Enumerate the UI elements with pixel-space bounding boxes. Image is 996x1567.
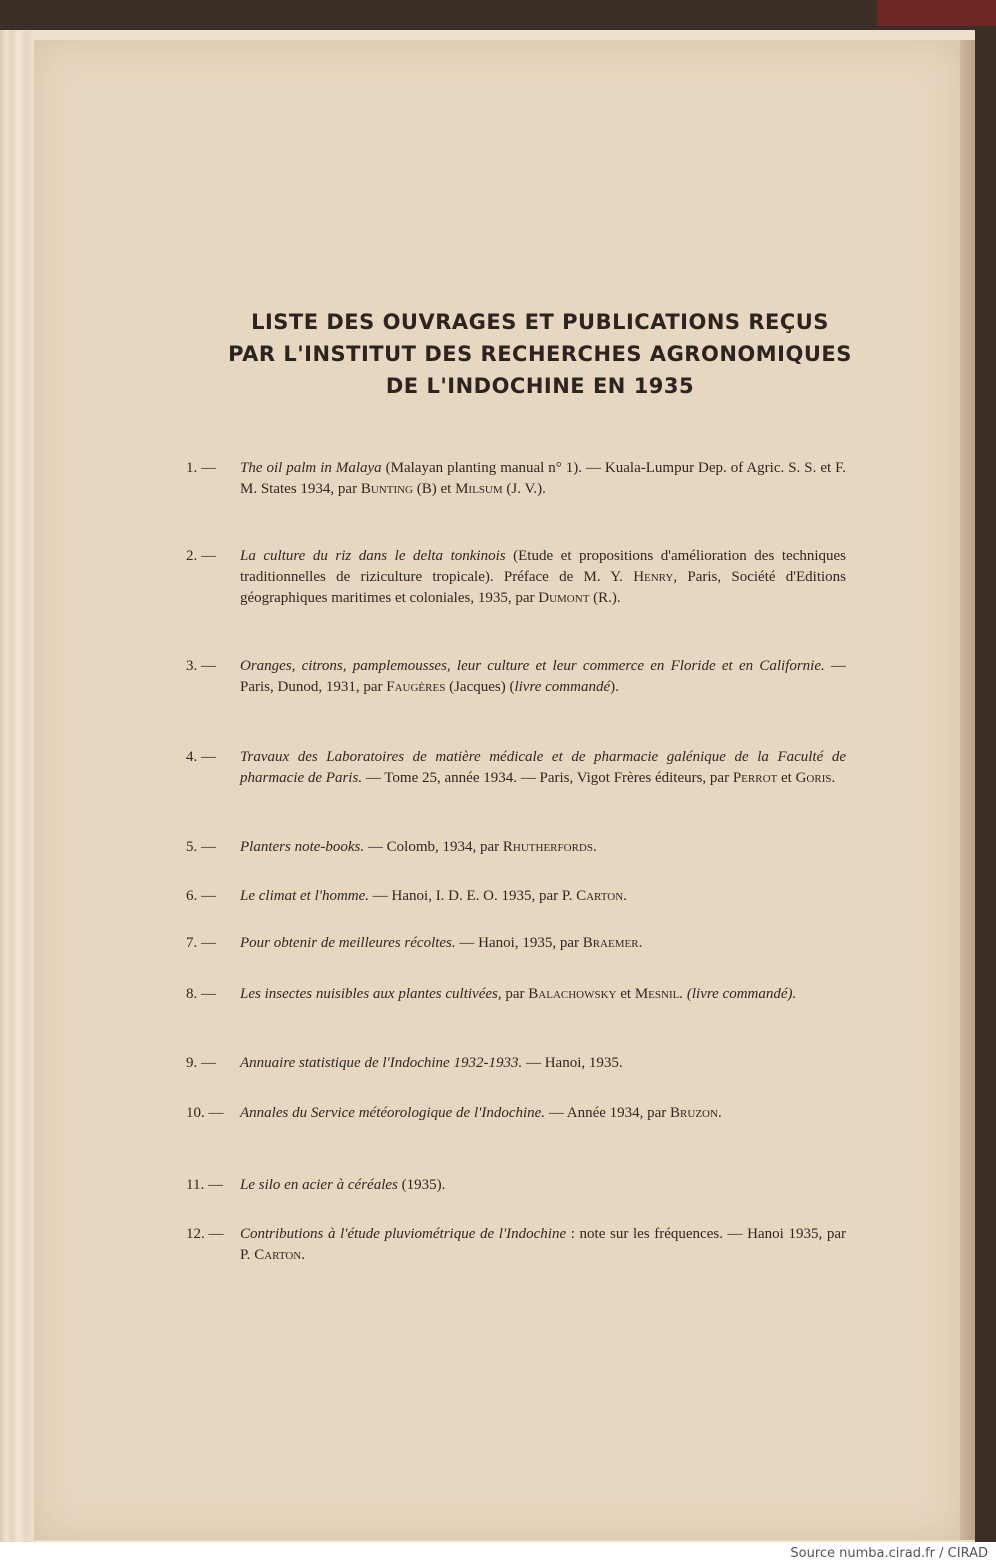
entry-number: 5. — bbox=[186, 839, 216, 855]
entry-details: (R.). bbox=[589, 590, 621, 606]
source-credit: Source numba.cirad.fr / CIRAD bbox=[790, 1546, 988, 1561]
entry-details: — Hanoi, I. D. E. O. 1935, par P. bbox=[369, 888, 577, 904]
entry-author: Perrot bbox=[732, 770, 778, 786]
entry-title: Annuaire statistique de l'Indochine 1932-1933. bbox=[240, 1055, 523, 1071]
document-title bbox=[160, 306, 920, 402]
title-line-1: LISTE DES OUVRAGES ET PUBLICATIONS REÇUS bbox=[251, 310, 829, 334]
entry-number: 12. — bbox=[186, 1226, 224, 1242]
title-line-3: DE L'INDOCHINE EN 1935 bbox=[385, 374, 695, 398]
entry-title: Les insectes nuisibles aux plantes cultivées, bbox=[240, 986, 502, 1002]
entry-details: : note sur les fréquences. — Hanoi 1935, par P. bbox=[240, 1226, 846, 1263]
entry-author: Carton bbox=[576, 888, 624, 904]
entry-title: La culture du riz dans le delta tonkinois bbox=[240, 548, 506, 564]
list-item bbox=[186, 747, 846, 789]
entry-author: Dumont bbox=[538, 590, 590, 606]
entry-details: — Hanoi, 1935. bbox=[522, 1055, 623, 1071]
entry-title: The oil palm in Malaya bbox=[240, 460, 382, 476]
entry-number: 2. — bbox=[186, 548, 216, 564]
entry-details: (Malayan planting manual n° 1). — Kuala-Lumpur Dep. of Agric. S. S. et F. M. States 1934, par bbox=[240, 460, 846, 497]
entry-title: Le silo en acier à céréales bbox=[240, 1177, 398, 1193]
entry-title: Oranges, citrons, pamplemousses, leur culture et leur commerce en Floride et en Californie. bbox=[240, 658, 825, 674]
entry-title: Le climat et l'homme. bbox=[240, 888, 370, 904]
list-item bbox=[186, 546, 846, 609]
entry-details: ). bbox=[610, 679, 619, 695]
entry-details: (B) et bbox=[413, 481, 456, 497]
list-item bbox=[186, 1103, 846, 1124]
entry-number: 6. — bbox=[186, 888, 216, 904]
list-item bbox=[186, 984, 846, 1005]
entry-note: . (livre commandé). bbox=[679, 986, 797, 1002]
entry-details: (Jacques) ( bbox=[445, 679, 515, 695]
entry-number: 10. — bbox=[186, 1105, 224, 1121]
entry-details: — Paris, Dunod, 1931, par bbox=[240, 658, 847, 695]
list-item bbox=[186, 1175, 846, 1196]
entry-number: 11. — bbox=[186, 1177, 223, 1193]
list-item bbox=[186, 933, 846, 954]
title-line-2: PAR L'INSTITUT DES RECHERCHES AGRONOMIQUES bbox=[228, 342, 852, 366]
entry-title: Annales du Service météorologique de l'Indochine. bbox=[240, 1105, 546, 1121]
list-item bbox=[186, 1224, 846, 1266]
entry-author: Balachowsky bbox=[528, 986, 617, 1002]
entry-details: — Tome 25, année 1934. — Paris, Vigot Frères éditeurs, par bbox=[362, 770, 733, 786]
entry-author: Braemer bbox=[582, 935, 639, 951]
page-edge bbox=[960, 40, 975, 1540]
entry-title: Pour obtenir de meilleures récoltes. bbox=[240, 935, 456, 951]
entry-details: (1935). bbox=[397, 1177, 446, 1193]
entry-number: 9. — bbox=[186, 1055, 216, 1071]
entry-title: Contributions à l'étude pluviométrique de l'Indochine bbox=[240, 1226, 567, 1242]
entry-title: Travaux des Laboratoires de matière médicale et de pharmacie galénique de la Faculté de pharmacie de Paris. bbox=[240, 749, 846, 786]
entry-number: 1. — bbox=[186, 460, 216, 476]
entry-details: par bbox=[501, 986, 529, 1002]
entry-number: 3. — bbox=[186, 658, 216, 674]
entry-details: (J. V.). bbox=[502, 481, 546, 497]
entry-author: Rhutherfords bbox=[502, 839, 593, 855]
entry-details: — Hanoi, 1935, par bbox=[455, 935, 583, 951]
entry-title: Planters note-books. bbox=[240, 839, 365, 855]
entry-number: 4. — bbox=[186, 749, 216, 765]
book-cover-corner bbox=[877, 0, 996, 26]
entry-details: — Colomb, 1934, par bbox=[364, 839, 503, 855]
list-item bbox=[186, 837, 846, 858]
list-item bbox=[186, 1053, 846, 1074]
entry-details: . bbox=[717, 1105, 722, 1121]
entry-author: Milsum bbox=[455, 481, 503, 497]
entry-author: Henry bbox=[633, 569, 674, 585]
entry-author: Mesnil bbox=[634, 986, 680, 1002]
entry-details: , Paris, Société d'Editions géographiques maritimes et coloniales, 1935, par bbox=[240, 569, 846, 606]
entry-number: 8. — bbox=[186, 986, 216, 1002]
entry-details: (Etude et propositions d'amélioration des techniques traditionnelles de riziculture tropicale). Préface de M. Y. bbox=[240, 548, 846, 585]
document-page bbox=[34, 40, 960, 1540]
entry-author: Goris bbox=[795, 770, 832, 786]
entry-author: Bunting bbox=[360, 481, 413, 497]
list-item bbox=[186, 886, 846, 907]
entry-number: 7. — bbox=[186, 935, 216, 951]
entry-details: et bbox=[777, 770, 796, 786]
list-item bbox=[186, 656, 846, 698]
list-item bbox=[186, 458, 846, 500]
entry-details: . bbox=[301, 1247, 305, 1263]
entry-details: . bbox=[638, 935, 643, 951]
entry-author: Bruzon bbox=[670, 1105, 718, 1121]
entry-details: — Année 1934, par bbox=[545, 1105, 671, 1121]
entry-details: et bbox=[616, 986, 635, 1002]
entry-details: . bbox=[623, 888, 627, 904]
entry-author: Faugères bbox=[386, 679, 446, 695]
entry-details: . bbox=[592, 839, 597, 855]
entry-details: . bbox=[831, 770, 836, 786]
entry-author: Carton bbox=[254, 1247, 302, 1263]
entry-note: livre commandé bbox=[514, 679, 611, 695]
